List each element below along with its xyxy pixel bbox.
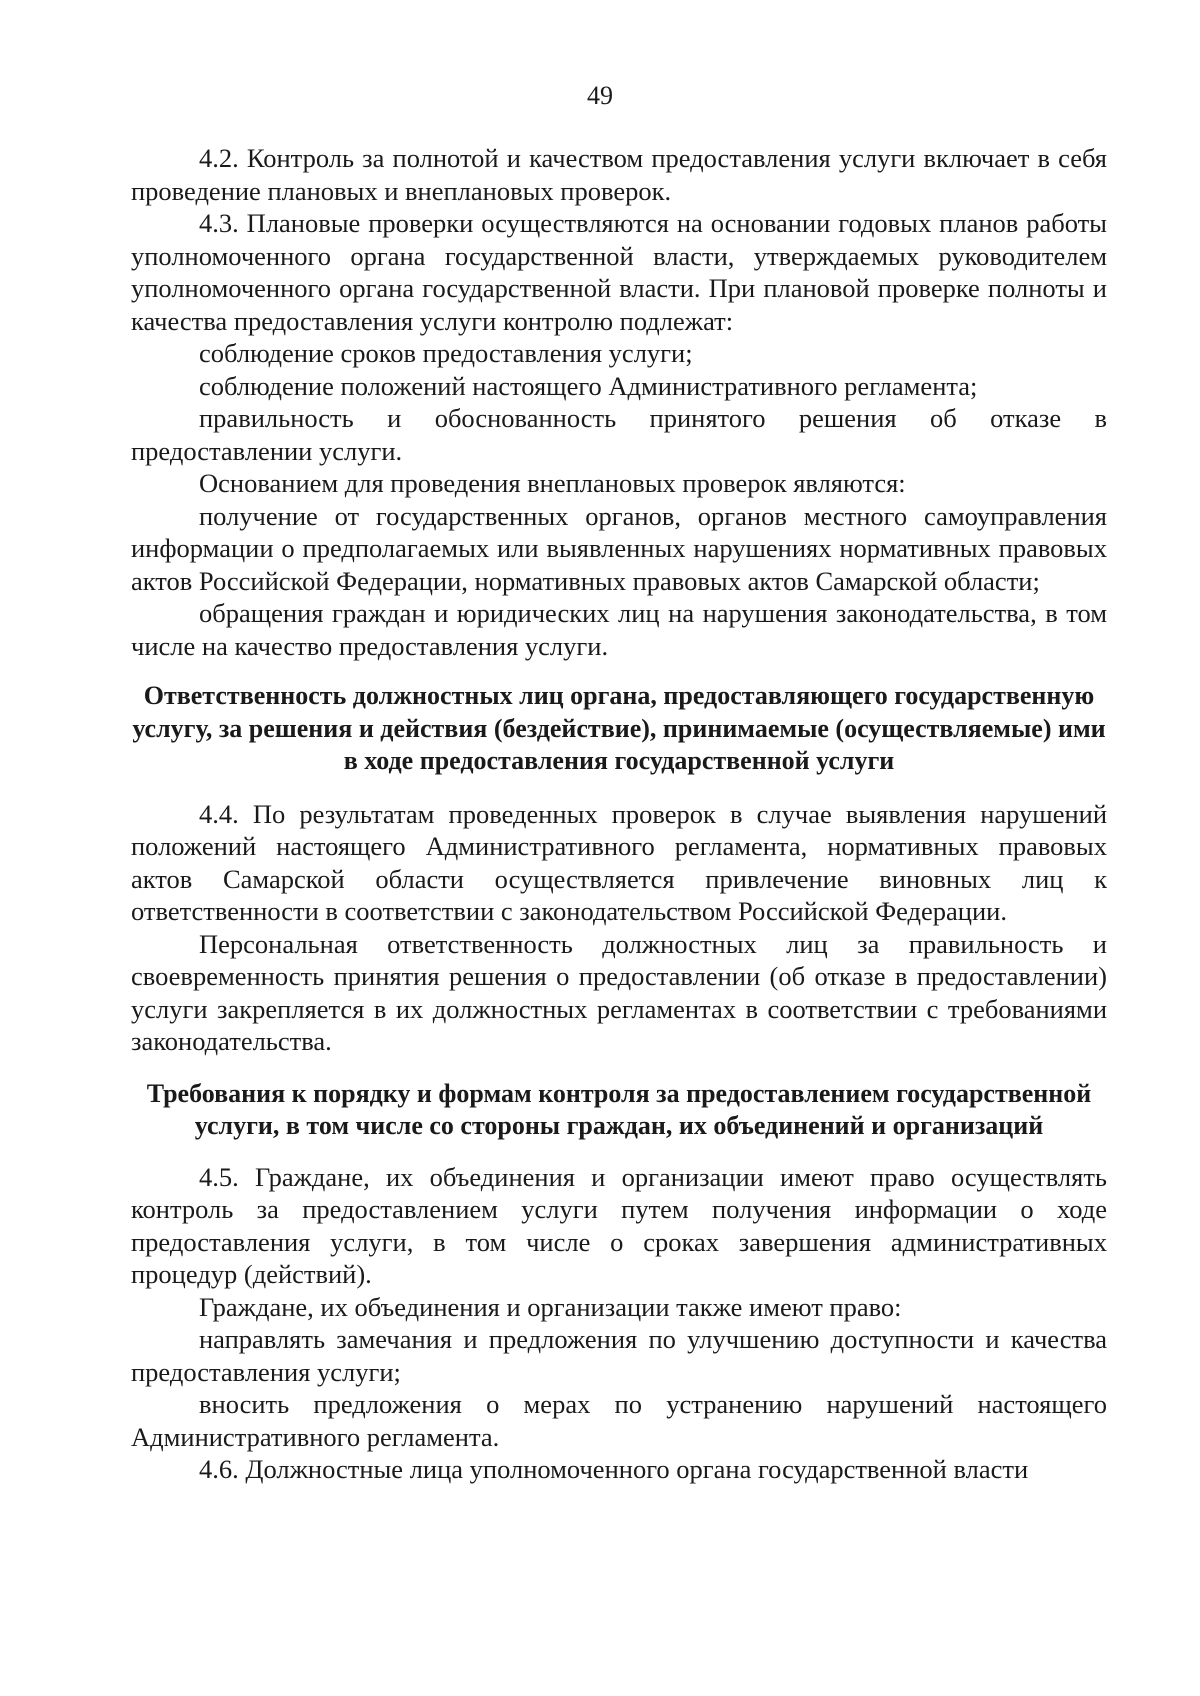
section-heading-control-requirements: Требования к порядку и формам контроля за предоставлением государственной услуги, в том числе со стороны граждан, их объединений и организаций	[146, 1078, 1092, 1140]
list-item-submit-proposals: вносить предложения о мерах по устранению нарушений настоящего Административного регламента.	[131, 1389, 1107, 1452]
page-number: 49	[587, 81, 613, 110]
paragraph-citizen-rights: Граждане, их объединения и организации также имеют право:	[199, 1291, 902, 1322]
paragraph-personal-responsibility: Персональная ответственность должностных лиц за правильность и своевременность принятия решения о предоставлении (об отказе в предоставлении) услуги закрепляется в их должностных регламентах в соответствии с требованиями законодательства.	[131, 928, 1107, 1056]
paragraph-4-2: 4.2. Контроль за полнотой и качеством предоставления услуги включает в себя проведение плановых и внеплановых проверок.	[131, 143, 1107, 206]
list-item-violation-info: получение от государственных органов, органов местного самоуправления информации о предполагаемых или выявленных нарушениях нормативных правовых актов Российской Федерации, нормативных правовых актов Самарской области;	[131, 500, 1107, 596]
paragraph-4-3: 4.3. Плановые проверки осуществляются на основании годовых планов работы уполномоченного органа государственной власти, утверждаемых руководителем уполномоченного органа государственной власти. При плановой проверке полноты и качества предоставления услуги контролю подлежат:	[131, 208, 1107, 336]
paragraph-4-5: 4.5. Граждане, их объединения и организации имеют право осуществлять контроль за предоставлением услуги путем получения информации о ходе предоставления услуги, в том числе о сроках завершения административных процедур (действий).	[131, 1161, 1107, 1289]
list-item-send-remarks: направлять замечания и предложения по улучшению доступности и качества предоставления услуги;	[131, 1324, 1107, 1387]
list-item-refusal-correctness: правильность и обоснованность принятого решения об отказе в предоставлении услуги.	[131, 403, 1107, 466]
list-item-citizen-appeals: обращения граждан и юридических лиц на нарушения законодательства, в том числе на качество предоставления услуги.	[131, 598, 1107, 661]
paragraph-unplanned-basis: Основанием для проведения внеплановых проверок являются:	[199, 468, 906, 498]
document-body	[131, 142, 1107, 1486]
section-heading-responsibility: Ответственность должностных лиц органа, предоставляющего государственную услугу, за решения и действия (бездействие), принимаемые (осуществляемые) ими в ходе предоставления государственной услуги	[132, 681, 1106, 775]
paragraph-4-4: 4.4. По результатам проведенных проверок в случае выявления нарушений положений настоящего Административного регламента, нормативных правовых актов Самарской области осуществляется привлечение виновных лиц к ответственности в соответствии с законодательством Российской Федерации.	[131, 798, 1107, 926]
list-item-regulations: соблюдение положений настоящего Административного регламента;	[199, 370, 978, 401]
list-item-deadlines: соблюдение сроков предоставления услуги;	[199, 338, 693, 368]
paragraph-4-6: 4.6. Должностные лица уполномоченного органа государственной власти	[199, 1454, 1029, 1484]
